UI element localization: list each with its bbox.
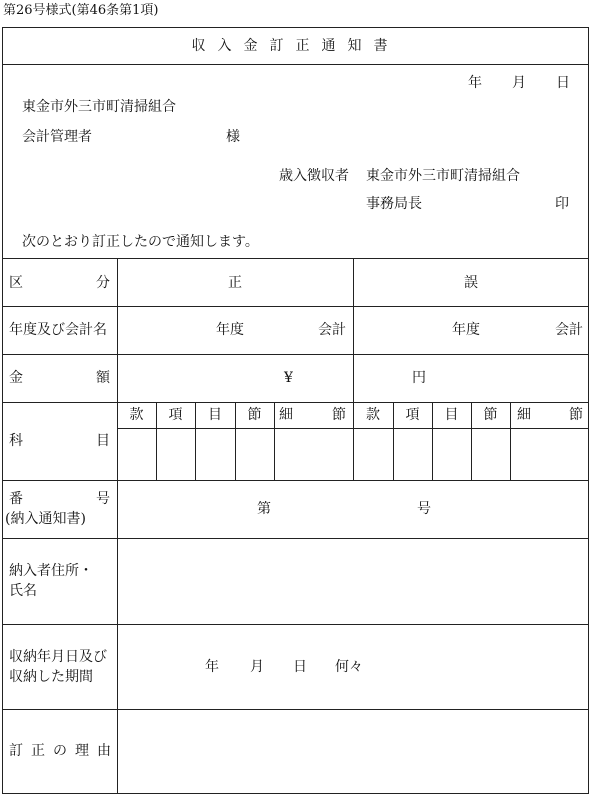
sender-position: 事務局長 <box>366 196 422 212</box>
receipt-nannan: 何々 <box>335 659 363 675</box>
divider <box>2 258 589 259</box>
col-kan: 款 <box>366 407 380 423</box>
receipt-label-line2: 収納した期間 <box>9 669 93 685</box>
divider <box>2 306 589 307</box>
number-gou: 号 <box>417 501 431 517</box>
col-saimoku-a: 細 <box>279 407 293 423</box>
col-moku: 目 <box>444 407 459 423</box>
number-dai: 第 <box>257 501 271 517</box>
divider <box>353 258 354 480</box>
divider <box>117 258 118 794</box>
date-year: 年 <box>468 75 482 91</box>
col-kou: 項 <box>405 407 420 423</box>
intro-text: 次のとおり訂正したので通知します。 <box>22 234 259 250</box>
number-label-sub: (納入通知書) <box>5 511 86 527</box>
wrong-header: 誤 <box>464 275 478 291</box>
number-label-a: 番 <box>9 491 23 507</box>
correct-fiscal-year: 年度 <box>216 322 244 338</box>
document-title: 収入金訂正通知書 <box>191 38 400 54</box>
payer-label-line2: 氏名 <box>9 583 37 599</box>
col-setsu: 節 <box>483 407 498 423</box>
form-number: 第26号様式(第46条第1項) <box>3 3 159 18</box>
addressee-honorific: 様 <box>226 129 240 145</box>
col-saimoku-b: 節 <box>332 407 346 423</box>
amount-label-b: 額 <box>96 370 110 386</box>
col-setsu: 節 <box>247 407 262 423</box>
col-kou: 項 <box>168 407 183 423</box>
number-label-b: 号 <box>96 491 110 507</box>
divider <box>2 402 589 403</box>
category-label-b: 分 <box>96 275 110 291</box>
divider <box>510 402 511 480</box>
subject-label-b: 目 <box>96 433 110 449</box>
divider <box>2 538 589 539</box>
yen-unit: 円 <box>412 370 426 386</box>
correct-account: 会計 <box>318 322 346 338</box>
receipt-year: 年 <box>205 659 219 675</box>
col-saimoku-b: 節 <box>569 407 583 423</box>
wrong-fiscal-year: 年度 <box>452 322 480 338</box>
receipt-month: 月 <box>250 659 264 675</box>
addressee-position: 会計管理者 <box>22 129 92 145</box>
divider <box>2 64 589 65</box>
sender-organization: 東金市外三市町清掃組合 <box>366 168 520 184</box>
wrong-account: 会計 <box>555 322 583 338</box>
correct-header: 正 <box>228 275 242 291</box>
divider <box>2 709 589 710</box>
fiscal-label: 年度及び会計名 <box>9 322 107 338</box>
divider <box>2 354 589 355</box>
payer-label-line1: 納入者住所・ <box>9 563 93 579</box>
yen-sign: ¥ <box>284 370 293 386</box>
receipt-label-line1: 収納年月日及び <box>9 649 107 665</box>
date-day: 日 <box>556 75 570 91</box>
seal-mark: 印 <box>555 196 569 212</box>
receipt-day: 日 <box>293 659 307 675</box>
col-saimoku-a: 細 <box>517 407 531 423</box>
col-moku: 目 <box>208 407 222 423</box>
divider <box>2 624 589 625</box>
subject-label-a: 科 <box>9 433 23 449</box>
category-label-a: 区 <box>9 275 23 291</box>
divider <box>274 402 275 480</box>
reason-label: 訂正の理由 <box>9 743 119 759</box>
col-kan: 款 <box>129 407 144 423</box>
addressee-organization: 東金市外三市町清掃組合 <box>22 99 176 115</box>
date-month: 月 <box>512 75 526 91</box>
divider <box>2 480 589 481</box>
sender-role: 歳入徴収者 <box>279 168 349 184</box>
amount-label-a: 金 <box>9 370 23 386</box>
